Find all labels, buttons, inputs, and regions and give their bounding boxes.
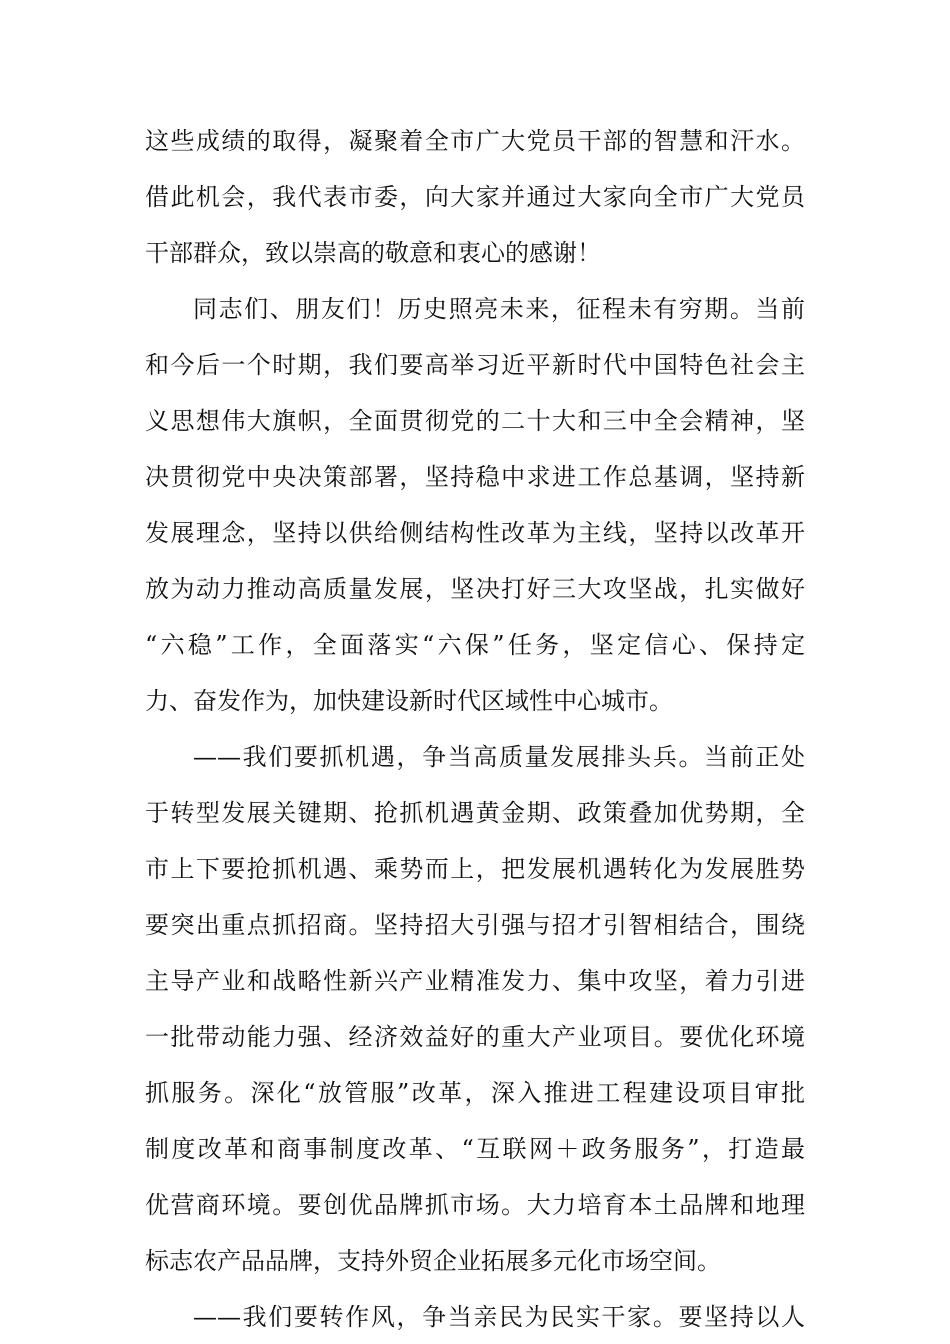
body-text-line: 标志农产品品牌，支持外贸企业拓展多元化市场空间。 xyxy=(145,1247,721,1275)
body-text-line: 要突出重点抓招商。坚持招大引强与招才引智相结合，围绕 xyxy=(145,911,805,939)
body-text-line: ——我们要抓机遇，争当高质量发展排头兵。当前正处 xyxy=(193,743,805,771)
body-text-line: 同志们、朋友们！历史照亮未来，征程未有穷期。当前 xyxy=(193,295,805,323)
body-text-line: 决贯彻党中央决策部署，坚持稳中求进工作总基调，坚持新 xyxy=(145,463,805,491)
body-text-line: “六稳”工作，全面落实“六保”任务，坚定信心、保持定 xyxy=(145,631,805,659)
body-text-line: ——我们要转作风，争当亲民为民实干家。要坚持以人 xyxy=(193,1303,805,1331)
body-text-line: 力、奋发作为，加快建设新时代区域性中心城市。 xyxy=(145,687,673,715)
body-text-line: 优营商环境。要创优品牌抓市场。大力培育本土品牌和地理 xyxy=(145,1191,805,1219)
body-text-line: 和今后一个时期，我们要高举习近平新时代中国特色社会主 xyxy=(145,351,805,379)
body-text-line: 于转型发展关键期、抢抓机遇黄金期、政策叠加优势期，全 xyxy=(145,799,805,827)
body-text-line: 主导产业和战略性新兴产业精准发力、集中攻坚，着力引进 xyxy=(145,967,805,995)
body-text-line: 一批带动能力强、经济效益好的重大产业项目。要优化环境 xyxy=(145,1023,805,1051)
body-text-line: 义思想伟大旗帜，全面贯彻党的二十大和三中全会精神，坚 xyxy=(145,407,805,435)
body-text-line: 借此机会，我代表市委，向大家并通过大家向全市广大党员 xyxy=(145,183,805,211)
body-text-line: 制度改革和商事制度改革、“互联网＋政务服务”，打造最 xyxy=(145,1135,805,1163)
body-text-line: 发展理念，坚持以供给侧结构性改革为主线，坚持以改革开 xyxy=(145,519,805,547)
body-text-line: 这些成绩的取得，凝聚着全市广大党员干部的智慧和汗水。 xyxy=(145,127,805,155)
body-text-line: 市上下要抢抓机遇、乘势而上，把发展机遇转化为发展胜势 xyxy=(145,855,805,883)
body-text-line: 抓服务。深化“放管服”改革，深入推进工程建设项目审批 xyxy=(145,1079,805,1107)
body-text-line: 干部群众，致以崇高的敬意和衷心的感谢！ xyxy=(145,239,601,267)
body-text-line: 放为动力推动高质量发展，坚决打好三大攻坚战，扎实做好 xyxy=(145,575,805,603)
